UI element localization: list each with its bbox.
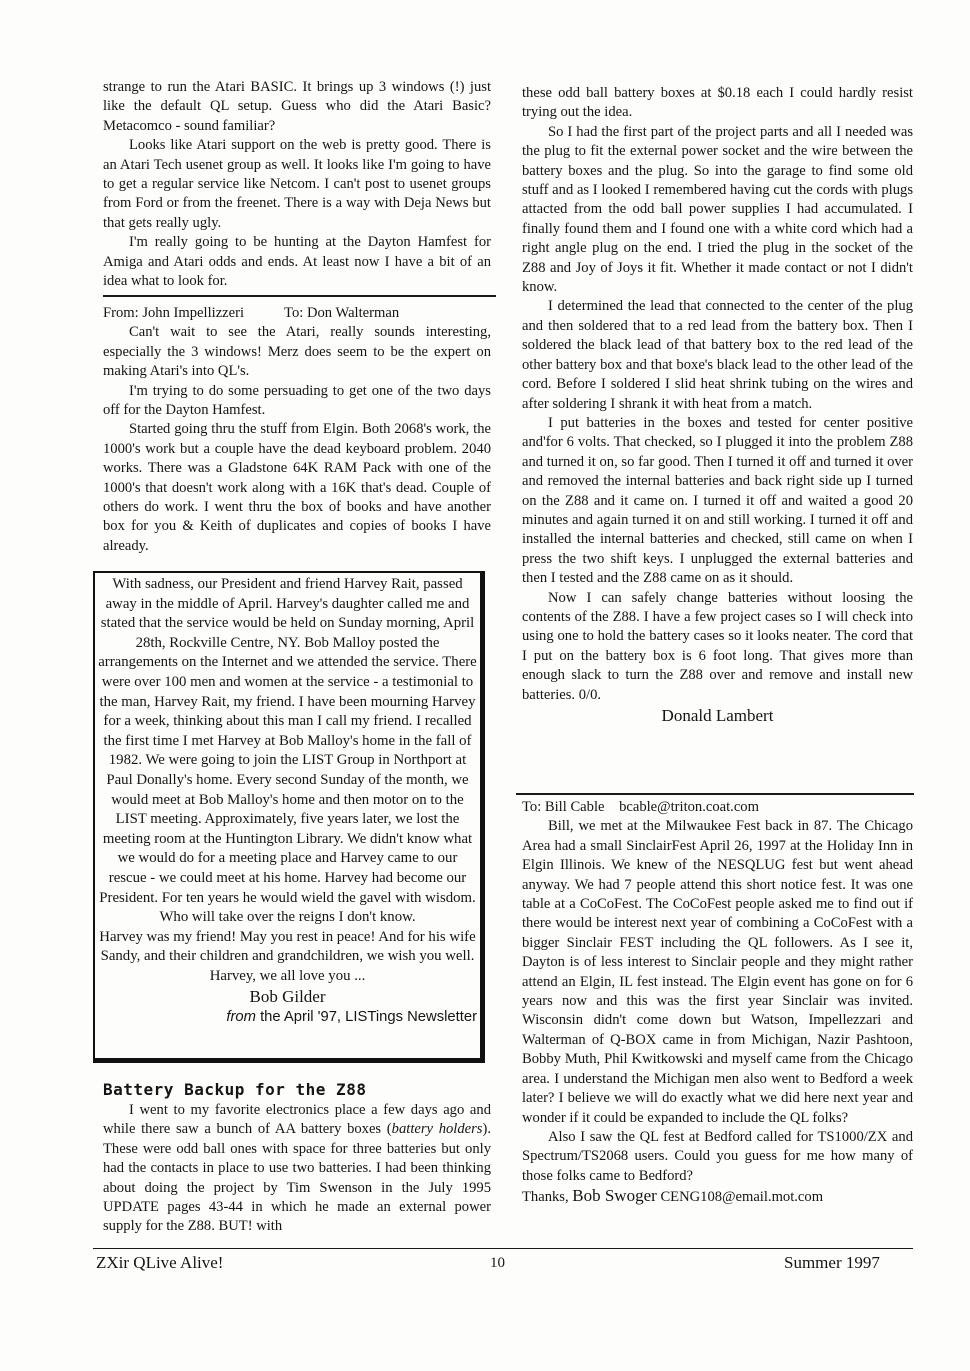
- battery-article-start: [103, 1080, 491, 1237]
- tribute-text: Harvey was my friend! May you rest in peace! And for his wife Sandy, and their children and grandchildren, we wish you well. Harvey, we all love you ...: [99, 928, 476, 984]
- paragraph: Now I can safely change batteries without loosing the contents of the Z88. I have a few project cases so I will check into using one to hold the battery cases so it looks neater. The cord that I put on the battery box is 6 foot long. That gives more than enough slack to turn the Z88 over and remove and install new batteries. 0/0.: [522, 589, 913, 703]
- paragraph: I'm trying to do some persuading to get one of the two days off for the Dayton Hamfest.: [103, 382, 491, 419]
- letter-to: To: Bill Cable bcable@triton.coat.com: [522, 799, 759, 815]
- intro-text: [103, 78, 491, 291]
- paragraph: Bill, we met at the Milwaukee Fest back in 87. The Chicago Area had a small SinclairFest April 26, 1997 at the Holiday Inn in Elgin Illinois. We knew of the NESQLUG fest but went ahead anyway. We had 7 people attend this short notice fest. It was one table at a CoCoFest. The CoCoFest people asked me to find out if there would be interest next year of combining a CoCoFest with a bigger Sinclair FEST including the QL followers. As I see it, Dayton is of less interest to Sinclair people and they might rather attend an Elgin, IL fest instead. The Elgin event has gone on for 6 years now and this was the first year Sinclair was invited. Wisconsin didn't come down but Watson, Impellezzari and Walterman of Q-BOX came in from Michigan, Nazir Pashtoon, Bobby Muth, Phil Kwitkowski and myself came from the Chicago area. I understand the Michigan men also went to Bedford a week later? I believe we will do exactly what we did here next year and wonder if it could be expanded to include the QL folks?: [522, 818, 913, 1126]
- letter-signature: Bob Swoger: [572, 1186, 657, 1206]
- tribute-source: [98, 1007, 477, 1027]
- letter-to: To: Don Walterman: [284, 305, 400, 321]
- paragraph: Can't wait to see the Atari, really sounds interesting, especially the 3 windows! Merz does seem to be the expert on making Atari's into QL's.: [103, 324, 491, 380]
- section-divider: [516, 793, 914, 795]
- p1-text-b: ). These were odd ball ones with space for three batteries but only had the contacts in place to use two batteries. I had been thinking about doing the project by Tim Swenson in the July 1995 UPDATE pages 43-44 in which he made an external power supply for the Z88. BUT! with: [103, 1121, 491, 1235]
- paragraph: these odd ball battery boxes at $0.18 each I could hardly resist trying out the idea.: [522, 85, 913, 121]
- source-rest: the April '97, LISTings Newsletter: [255, 1009, 477, 1026]
- paragraph: I put batteries in the boxes and tested for center positive and'for 6 volts. That checked, so I plugged it into the problem Z88 and turned it on, so far good. Then I turned it off and turned it over and removed the internal batteries and back right side up I turned on the Z88 and it came on. I turned it off and waited a good 20 minutes and again turned it on and still working. I turned it off and installed the internal batteries and checked, still came on when I press the two shift keys. I unplugged the external batteries and then I tested and the Z88 came on as it should.: [522, 414, 913, 587]
- letter-from: From: John Impellizzeri: [103, 305, 245, 321]
- p1-text-a: I went to my favorite electronics place a few days ago and while there saw a bunch of AA battery boxes (: [103, 1102, 491, 1138]
- paragraph: Also I saw the QL fest at Bedford called for TS1000/ZX and Spectrum/TS2068 users. Could you guess for me how many of those folks came to Bedford?: [522, 1128, 913, 1184]
- thanks-text: Thanks,: [522, 1189, 573, 1206]
- p1-emphasis: battery holders: [391, 1121, 483, 1138]
- footer-issue: Summer 1997: [784, 1253, 880, 1272]
- tribute-signature: Bob Gilder: [249, 987, 326, 1007]
- article-author: Donald Lambert: [661, 706, 774, 725]
- letter-email: CENG108@email.mot.com: [656, 1189, 824, 1206]
- section-divider: [103, 295, 496, 297]
- tribute-text: With sadness, our President and friend Harvey Rait, passed away in the middle of April. Harvey's daughter called me and stated that the service would be held on Sunday morning, April 28th, Rockville Centre, NY. Bob Malloy posted the arrangements on the Internet and we attended the service. There were over 100 men and women at the service - a testimonial to the man, Harvey Rait, my friend. I have been mourning Harvey for a week, thinking about this man I call my friend. I recalled the first time I met Harvey at Bob Malloy's home in the fall of 1982. We were going to join the LIST Group in Northport at Paul Donally's home. Every second Sunday of the month, we would meet at Bob Malloy's home and then motor on to the LIST meeting. Approximately, five years later, we lost the meeting room at the Huntington Library. We didn't know what we would do for a meeting place and Harvey came to our rescue - we could meet at his home. Harvey had become our President. For ten years he would wield the gavel with wisdom. Who will take over the reigns I don't know.: [98, 576, 477, 926]
- paragraph: I determined the lead that connected to the center of the plug and then soldered that to a red lead from the battery box. Then I soldered the black lead of that battery box to the red lead of the other battery box and that boxe's black lead to the other lead of the cord. Before I soldered I slid heat shrink tubing on the wires and after soldering I shrank it with heat from a match.: [522, 298, 913, 412]
- page-number: 10: [490, 1255, 505, 1271]
- paragraph: So I had the first part of the project parts and all I needed was the plug to fit the external power socket and the wire between the battery boxes and the plug. So into the garage to find some old stuff and as I looked I remembered having cut the cords with plugs attacted from the odd ball power supplies I had accumulated. I finally found them and I found one with a white cord which had a right angle plug on the end. I tried the plug in the socket of the Z88 and Joy of Joys it fit. Whether it made contact or not I didn't know.: [522, 123, 913, 296]
- tribute-box: [93, 571, 485, 1063]
- article-title: Battery Backup for the Z88: [103, 1080, 367, 1099]
- letter-signoff: [522, 1186, 913, 1207]
- paragraph: strange to run the Atari BASIC. It brings up 3 windows (!) just like the default QL setup. Guess who did the Atari Basic? Metacomco - sound familiar?: [103, 79, 491, 134]
- paragraph: Looks like Atari support on the web is pretty good. There is an Atari Tech usenet group as well. It looks like I'm going to have to get a regular service like Netcom. I can't post to usenet groups from Ford or from the freenet. There is a way with Deja News but that gets really ugly.: [103, 137, 491, 231]
- letter-impellizzeri: [103, 304, 491, 556]
- footer-title: ZXir QLive Alive!: [96, 1253, 224, 1272]
- letter-header: [103, 304, 491, 323]
- footer-rule: [93, 1248, 913, 1249]
- paragraph: Started going thru the stuff from Elgin. Both 2068's work, the 1000's work but a couple have the dead keyboard problem. 2040 works. There was a Gladstone 64K RAM Pack with one of the 1000's that doesn't work along with a 16K that's dead. Couple of others do work. I went thru the box of books and have another box for you & Keith of duplicates and copies of books I have already.: [103, 421, 491, 554]
- letter-cable: [522, 798, 913, 1208]
- battery-article-continued: [522, 84, 913, 726]
- paragraph: [103, 1101, 491, 1237]
- paragraph: I'm really going to be hunting at the Dayton Hamfest for Amiga and Atari odds and ends. At least now I have a bit of an idea what to look for.: [103, 234, 491, 290]
- source-from: from: [226, 1009, 256, 1026]
